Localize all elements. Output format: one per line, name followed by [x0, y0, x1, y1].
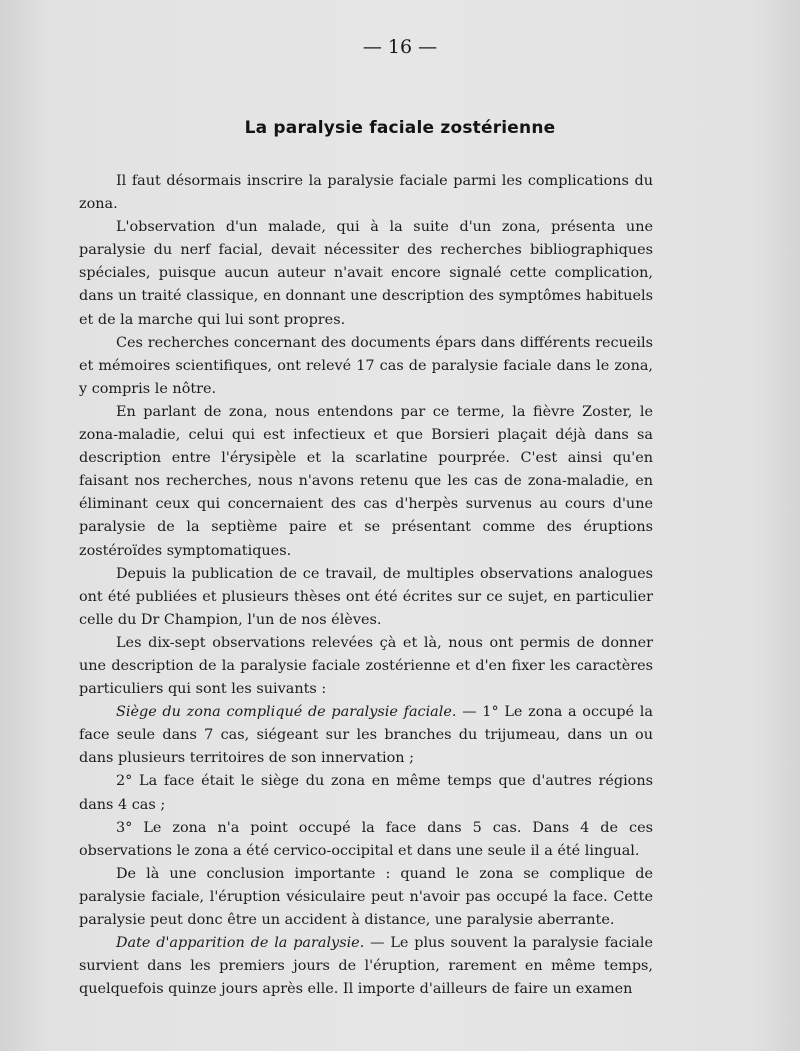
- paragraph: 3° Le zona n'a point occupé la face dans 5 cas. Dans 4 de ces observations le zona a été cervico-occipital et dans une seule il a été lingual.: [79, 819, 653, 859]
- paragraph: [79, 701, 653, 770]
- paragraph: Il faut désormais inscrire la paralysie faciale parmi les complications du zona.: [79, 173, 653, 213]
- paragraph-text: — 1° Le zona a occupé la face seule dans 7 cas, siégeant sur les branches du trijumeau, dans un ou dans plusieurs territoires de son innervation ;: [79, 704, 653, 767]
- paragraph: L'observation d'un malade, qui à la suite d'un zona, présenta une paralysie du nerf facial, devait nécessiter des recherches bibliographiques spéciales, puisque aucun auteur n'avait encore signalé cette complication, dans un traité classique, en donnant une description des symptômes habituels et de la marche qui lui sont propres.: [79, 219, 653, 328]
- paragraph: De là une conclusion importante : quand le zona se complique de paralysie faciale, l'éruption vésiculaire peut n'avoir pas occupé la face. Cette paralysie peut donc être un accident à distance, une paralysie aberrante.: [79, 865, 653, 928]
- paragraph: 2° La face était le siège du zona en même temps que d'autres régions dans 4 cas ;: [79, 773, 653, 813]
- paragraph: [79, 932, 653, 1001]
- paragraph: Depuis la publication de ce travail, de multiples observations analogues ont été publiées et plusieurs thèses ont été écrites sur ce sujet, en particulier celle du Dr Champion, l'un de nos élèves.: [79, 565, 653, 628]
- paragraph-italic-lead: Siège du zona compliqué de paralysie faciale.: [116, 704, 457, 721]
- page-number: — 16 —: [362, 36, 438, 58]
- paragraph: Les dix-sept observations relevées çà et là, nous ont permis de donner une description de la paralysie faciale zostérienne et d'en fixer les caractères particuliers qui sont les suivants :: [79, 634, 653, 698]
- paragraph-text: — Le plus souvent la paralysie faciale survient dans les premiers jours de l'éruption, rarement en même temps, quelquefois quinze jours après elle. Il importe d'ailleurs de faire un examen: [79, 935, 653, 998]
- section-heading: La paralysie faciale zostérienne: [244, 118, 556, 138]
- paragraph-italic-lead: Date d'apparition de la paralysie.: [116, 935, 365, 952]
- body-text: [79, 170, 653, 1001]
- paragraph: Ces recherches concernant des documents épars dans différents recueils et mémoires scientifiques, ont relevé 17 cas de paralysie faciale dans le zona, y compris le nôtre.: [79, 334, 653, 397]
- paragraph: En parlant de zona, nous entendons par ce terme, la fièvre Zoster, le zona-maladie, celui qui est infectieux et que Borsieri plaçait déjà dans sa description entre l'érysipèle et la scarlatine pourprée. C'est ainsi qu'en faisant nos recherches, nous n'avons retenu que les cas de zona-maladie, en éliminant ceux qui concernaient des cas d'herpès survenus au cours d'une paralysie de la septième paire et se présentant comme des éruptions zostéroïdes symptomatiques.: [79, 403, 653, 559]
